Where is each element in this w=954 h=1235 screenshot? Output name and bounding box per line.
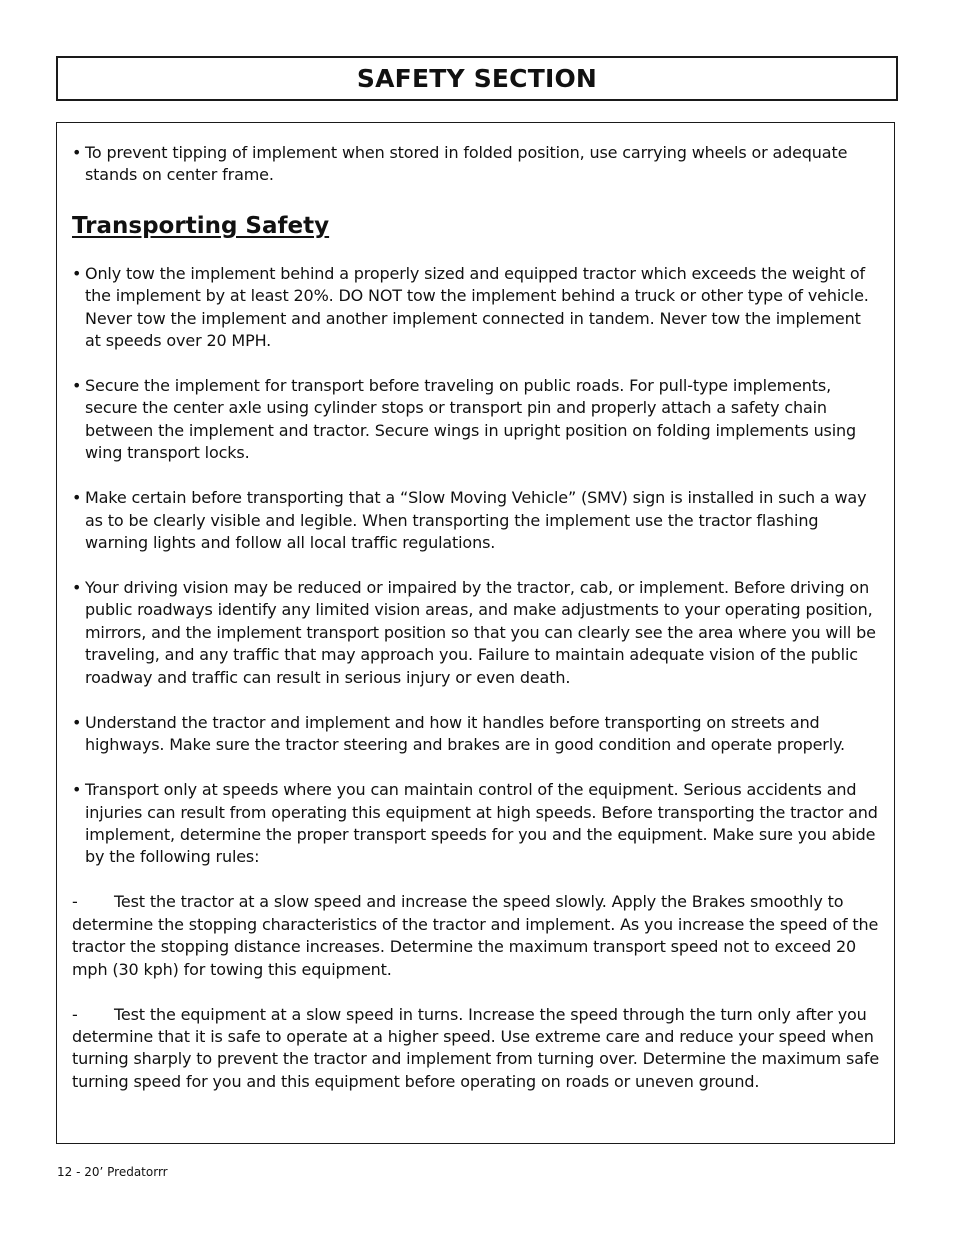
bullet-mark: • [72,263,82,283]
bullet-item [72,577,880,689]
bullet-mark: • [72,488,82,508]
section-header-box [56,56,898,101]
rule-text: Test the tractor at a slow speed and increase the speed slowly. Apply the Brakes smoothly to determine the stopping characteristics of the tractor and implement. As you increase the speed of the tractor the stopping distance increases. Determine the maximum transport speed not to exceed 20 mph (30 kph) for towing this equipment. [72,892,879,979]
bullet-text: Your driving vision may be reduced or impaired by the tractor, cab, or implement. Before driving on public roadways identify any limited vision areas, and make adjustments to your operating position, mirrors, and the implement transport position so that you can clearly see the area where you will be traveling, and any traffic that may approach you. Failure to maintain adequate vision of the public roadway and traffic can result in serious injury or even death. [85,578,876,687]
page-title: SAFETY SECTION [356,64,598,93]
section-heading: Transporting Safety [72,212,330,239]
bullet-item [72,779,880,869]
content-box [56,122,895,1144]
dash-mark: - [72,892,78,912]
bullet-item [72,263,880,353]
bullet-text: Only tow the implement behind a properly sized and equipped tractor which exceeds the weight of the implement by at least 20%. DO NOT tow the implement behind a truck or other type of vehicle. Never tow the implement and another implement connected in tandem. Never tow the implement at speeds over 20 MPH. [85,263,869,351]
bullet-text: Make certain before transporting that a “Slow Moving Vehicle” (SMV) sign is installed in such a way as to be clearly visible and legible. When transporting the implement use the tractor flashing warning lights and follow all local traffic regulations. [85,488,867,553]
bullet-item [72,487,880,554]
bullet-mark: • [72,578,82,598]
bullet-mark: • [72,376,82,396]
rule-item [72,891,880,981]
bullet-text: Secure the implement for transport before traveling on public roads. For pull-type implements, secure the center axle using cylinder stops or transport pin and properly attach a safety chain between the implement and tractor. Secure wings in upright position on folding implements using wing transport locks. [85,376,857,463]
rule-text: Test the equipment at a slow speed in turns. Increase the speed through the turn only after you determine that it is safe to operate at a higher speed. Use extreme care and reduce your speed when turning sharply to prevent the tractor and implement from turning over. Determine the maximum safe turning speed for you and this equipment before operating on roads or uneven ground. [72,1004,880,1091]
intro-bullet-text: To prevent tipping of implement when stored in folded position, use carrying wheels or adequate stands on center frame. [85,143,848,185]
bullet-text: Transport only at speeds where you can maintain control of the equipment. Serious accidents and injuries can result from operating this equipment at high speeds. Before transporting the tractor and implement, determine the proper transport speeds for you and the equipment. Make sure you abide by the following rules: [85,780,878,867]
rule-item [72,1004,880,1094]
intro-bullet [72,142,880,187]
dash-mark: - [72,1004,78,1024]
bullet-item [72,375,880,465]
bullet-mark: • [72,712,82,732]
page-footer: 12 - 20’ Predatorrr [57,1165,168,1179]
bullet-item [72,712,880,757]
bullet-text: Understand the tractor and implement and how it handles before transporting on streets and highways. Make sure the tractor steering and brakes are in good condition and operate properly. [85,712,845,755]
bullet-mark: • [72,143,82,162]
bullet-mark: • [72,780,82,800]
